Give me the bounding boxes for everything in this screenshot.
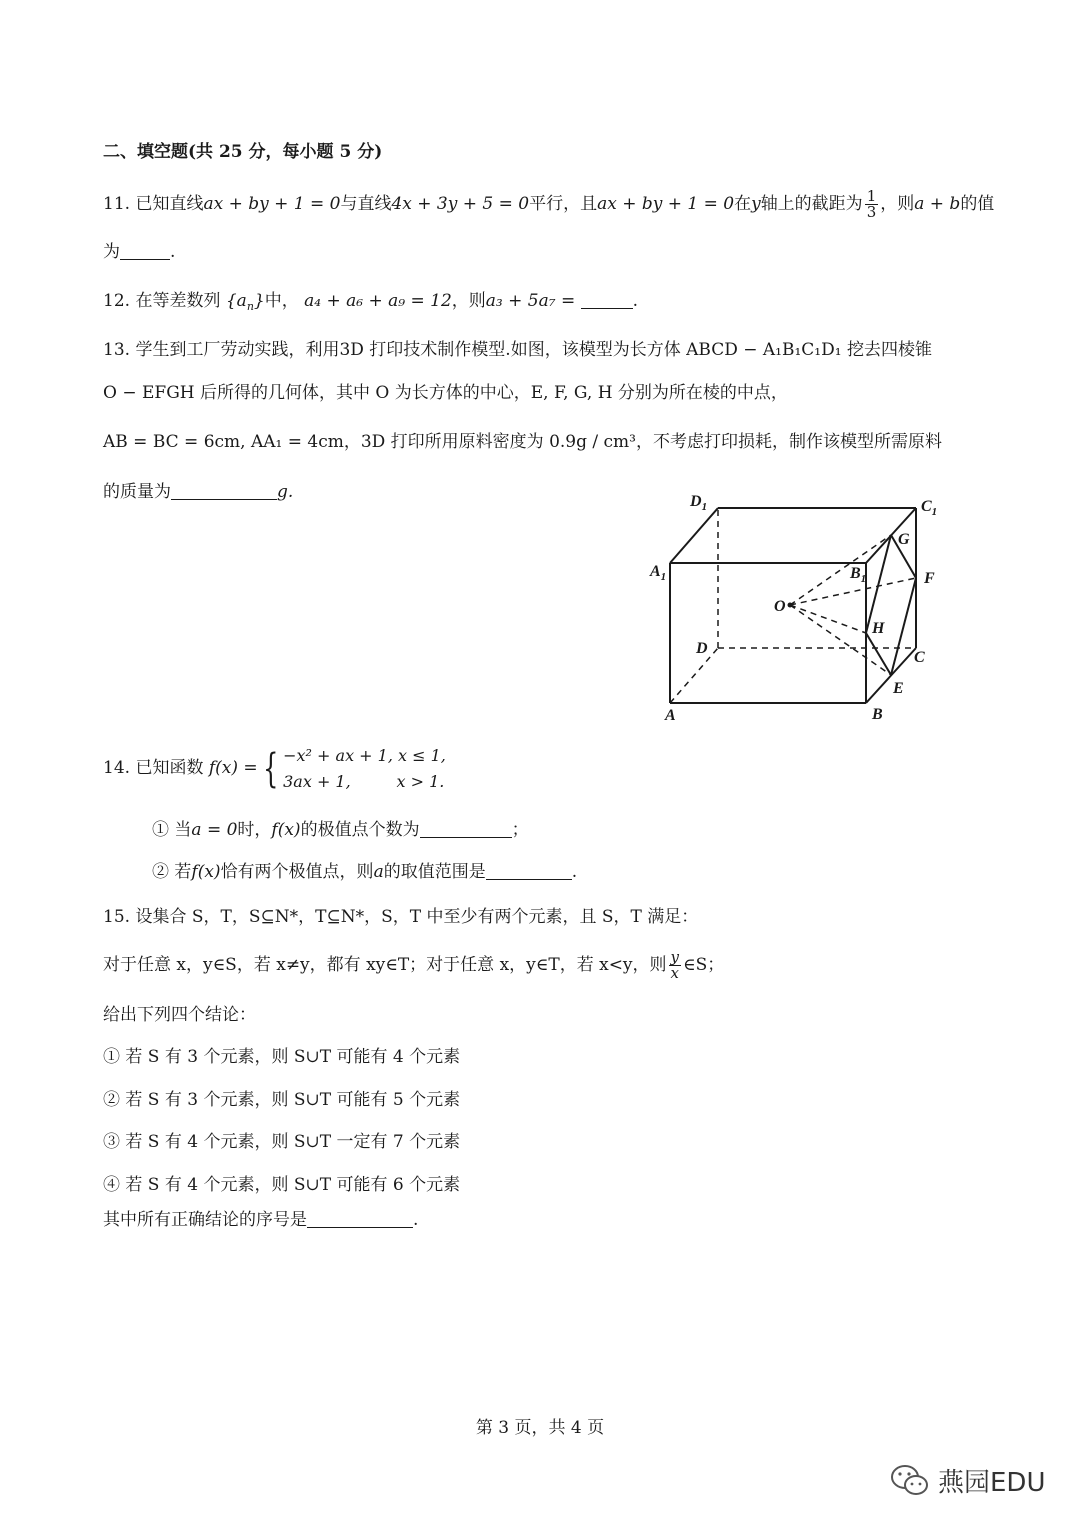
label-b: B	[872, 706, 883, 723]
question-14: 14. 已知函数 f(x) = { −x² + ax + 1, x ≤ 1, 3ax + 1, x > 1.	[103, 742, 446, 795]
question-15-line2: 对于任意 x，y∈S，若 x≠y，都有 xy∈T；对于任意 x，y∈T，若 x<y，则 $\frac{y}{x}$ ∈S；	[103, 948, 725, 982]
question-11-line2: 为 .	[103, 242, 176, 262]
label-b1: $B_1$	[850, 565, 867, 585]
q14-part1-blank[interactable]	[420, 819, 512, 838]
label-c: C	[914, 649, 925, 666]
q15-option-1: ① 若 S 有 3 个元素，则 S∪T 可能有 4 个元素	[103, 1047, 461, 1067]
q12-answer-blank[interactable]	[581, 290, 633, 309]
question-14-part1: ① 当a = 0时，f(x)的极值点个数为 ；	[152, 820, 529, 840]
label-a: A	[665, 707, 676, 724]
question-13-line2: O − EFGH 后所得的几何体，其中 O 为长方体的中心，E, F, G, H 分别为所在棱的中点，	[103, 383, 788, 403]
watermark-text: 燕园EDU	[938, 1468, 1046, 1498]
label-d: D	[696, 640, 708, 657]
label-d1: $D_1$	[690, 493, 708, 513]
q15-option-4: ④ 若 S 有 4 个元素，则 S∪T 可能有 6 个元素	[103, 1175, 461, 1195]
q15-option-3: ③ 若 S 有 4 个元素，则 S∪T 一定有 7 个元素	[103, 1132, 461, 1152]
label-e: E	[893, 680, 904, 697]
question-13-line4: 的质量为 g.	[103, 482, 294, 502]
question-12: 12. 在等差数列 $\{a_n\}$中， a₄ + a₆ + a₉ = 12，则a₃ + 5a₇ = .	[103, 291, 639, 313]
question-15-line1: 15. 设集合 S，T，S⊆N*，T⊆N*，S，T 中至少有两个元素，且 S，T 满足：	[103, 907, 699, 927]
label-f: F	[924, 570, 935, 587]
label-g: G	[898, 531, 910, 548]
cuboid-figure	[640, 488, 960, 728]
q11-number: 11.	[103, 194, 131, 214]
q11-fraction: $\frac{1}{3}$	[866, 187, 877, 221]
question-14-part2: ② 若f(x)恰有两个极值点，则a的取值范围是 .	[152, 862, 578, 882]
label-o: O	[774, 598, 786, 615]
question-11-line1: 11. 已知直线ax + by + 1 = 0与直线4x + 3y + 5 = 0平行，且ax + by + 1 = 0在y轴上的截距为 $\frac{1}{3}$ ，则a + b的值	[103, 187, 995, 221]
q14-part2-blank[interactable]	[486, 861, 572, 880]
section-title: 二、填空题(共 25 分，每小题 5 分)	[103, 142, 383, 162]
q11-answer-blank[interactable]	[120, 241, 170, 260]
q15-answer-blank[interactable]	[307, 1209, 413, 1228]
watermark	[890, 1462, 1045, 1499]
wechat-icon	[890, 1464, 930, 1498]
q15-option-2: ② 若 S 有 3 个元素，则 S∪T 可能有 5 个元素	[103, 1090, 461, 1110]
label-a1: $A_1$	[650, 563, 667, 583]
piecewise-brace: {	[262, 745, 279, 792]
question-13-line3: AB = BC = 6cm, AA₁ = 4cm，3D 打印所用原料密度为 0.9g / cm³，不考虑打印损耗，制作该模型所需原料	[103, 432, 942, 452]
q13-answer-blank[interactable]	[171, 481, 277, 500]
label-h: H	[872, 620, 885, 637]
question-13-line1: 13. 学生到工厂劳动实践，利用3D 打印技术制作模型.如图，该模型为长方体 ABCD − A₁B₁C₁D₁ 挖去四棱锥	[103, 340, 932, 360]
question-15-final: 其中所有正确结论的序号是 .	[103, 1210, 419, 1230]
point-o	[788, 603, 793, 608]
page-footer: 第 3 页，共 4 页	[475, 1418, 605, 1438]
q15-fraction: $\frac{y}{x}$	[670, 948, 680, 982]
label-c1: $C_1$	[921, 498, 938, 518]
piecewise-cases: −x² + ax + 1, x ≤ 1, 3ax + 1, x > 1.	[283, 745, 446, 791]
question-15-line3: 给出下列四个结论：	[103, 1005, 256, 1025]
